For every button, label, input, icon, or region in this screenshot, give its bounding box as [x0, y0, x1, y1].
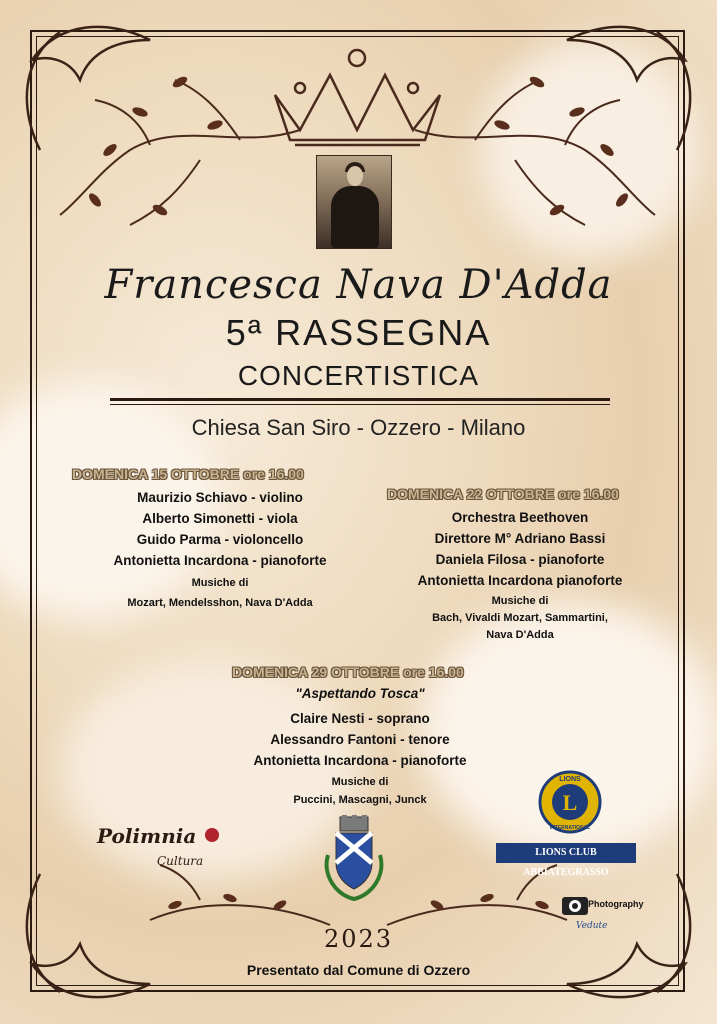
concert-2-composers: Bach, Vivaldi Mozart, Sammartini, — [432, 612, 608, 624]
camera-icon — [560, 891, 590, 917]
concert-1-performer: Maurizio Schiavo - violino — [137, 490, 303, 505]
composer-name: Francesca Nava D'Adda — [104, 262, 613, 308]
lions-club-label: LIONS CLUB ABBIATEGRASSO — [496, 843, 636, 863]
concert-2-performer: Antonietta Incardona pianoforte — [417, 573, 623, 588]
edition-title: 5ª RASSEGNA — [225, 312, 492, 353]
rose-icon — [205, 828, 219, 842]
polimnia-logo — [85, 818, 230, 874]
concert-1-performer: Guido Parma - violoncello — [136, 532, 304, 547]
series-subtitle: CONCERTISTICA — [237, 360, 480, 391]
concert-3-composers: Puccini, Mascagni, Junck — [293, 794, 427, 806]
photography-sub: Vedute — [576, 921, 608, 931]
concert-2-performer: Daniela Filosa - pianoforte — [435, 552, 605, 567]
concert-2-performer: Orchestra Beethoven — [451, 510, 589, 525]
concert-2-composers: Nava D'Adda — [486, 629, 554, 641]
photography-text: Photography — [588, 899, 644, 909]
portrait-photo — [316, 155, 392, 249]
concert-1-performer: Alberto Simonetti - viola — [142, 511, 298, 526]
ozzero-crest-icon — [322, 815, 386, 901]
concert-3-performer: Antonietta Incardona - pianoforte — [253, 753, 467, 768]
lions-logo-icon — [530, 770, 610, 834]
year: 2023 — [323, 925, 394, 953]
concert-1-music-label: Musiche di — [191, 577, 249, 589]
venue-text: Chiesa San Siro - Ozzero - Milano — [191, 415, 526, 440]
concert-3-performer: Claire Nesti - soprano — [290, 711, 430, 726]
concert-1-performer: Antonietta Incardona - pianoforte — [113, 553, 327, 568]
polimnia-sub: Cultura — [157, 854, 204, 868]
concert-3-subtitle: "Aspettando Tosca" — [295, 686, 425, 701]
concert-2-performer: Direttore M° Adriano Bassi — [434, 531, 606, 546]
concert-2-date: DOMENICA 22 OTTOBRE ore 16.00 — [387, 486, 619, 502]
concert-3-performer: Alessandro Fantoni - tenore — [270, 732, 450, 747]
concert-2-music-label: Musiche di — [491, 595, 549, 607]
lions-letter: L — [562, 790, 578, 815]
concert-1-date: DOMENICA 15 OTTOBRE ore 16.00 — [72, 466, 304, 482]
portrait-dress — [331, 186, 379, 248]
polimnia-name: Polimnia — [97, 824, 197, 848]
presented-by: Presentato dal Comune di Ozzero — [246, 962, 471, 978]
concert-3-date: DOMENICA 29 OTTOBRE ore 16.00 — [232, 664, 464, 680]
concert-3-music-label: Musiche di — [331, 776, 389, 788]
divider — [110, 404, 610, 405]
concert-1-composers: Mozart, Mendelsshon, Nava D'Adda — [127, 597, 313, 609]
lions-ring-top: LIONS — [559, 776, 581, 783]
portrait-head — [347, 166, 363, 186]
lions-ring-bottom: INTERNATIONAL — [549, 825, 591, 831]
divider — [110, 398, 610, 401]
